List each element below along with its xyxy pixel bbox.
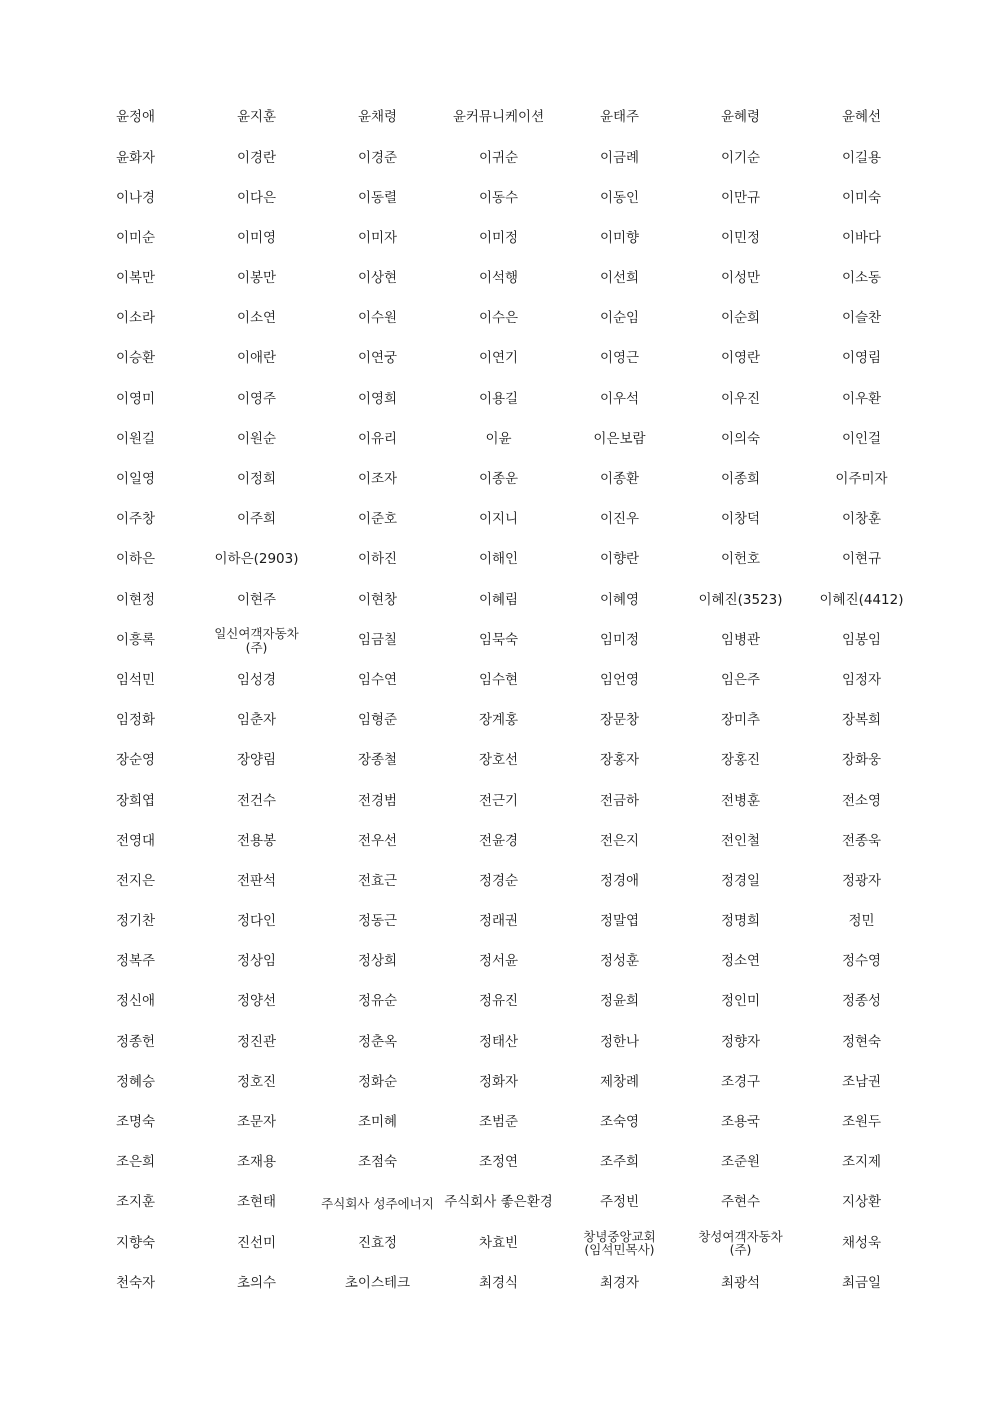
name-cell: 이순임	[599, 310, 640, 327]
name-row	[75, 339, 922, 379]
name-row	[75, 98, 922, 138]
name-cell: 이동수	[478, 189, 519, 206]
name-cell: 조정연	[478, 1154, 519, 1171]
name-cell: 이영미	[115, 390, 156, 407]
name-cell: 이주창	[115, 511, 156, 528]
name-cell: 장희엽	[115, 792, 156, 809]
name-cell: 창성여객자동차 (주)	[698, 1229, 783, 1258]
name-cell: 장미추	[720, 712, 761, 729]
name-cell: 이동렬	[357, 189, 398, 206]
name-cell: 초의수	[236, 1274, 277, 1291]
name-cell: 임정자	[841, 671, 882, 688]
name-cell: 임성경	[236, 671, 277, 688]
name-cell: 이미정	[478, 229, 519, 246]
name-cell: 이헌호	[720, 551, 761, 568]
name-cell: 주현수	[720, 1194, 761, 1211]
name-cell: 조지제	[841, 1154, 882, 1171]
name-cell: 이진우	[599, 511, 640, 528]
name-cell: 조점숙	[357, 1154, 398, 1171]
name-cell: 지향숙	[115, 1234, 156, 1251]
name-cell: 이혜영	[599, 591, 640, 608]
name-cell: 정진관	[236, 1033, 277, 1050]
name-row	[75, 420, 922, 460]
name-row	[75, 1183, 922, 1223]
name-row	[75, 379, 922, 419]
name-cell: 이종희	[720, 471, 761, 488]
name-cell: 이소라	[115, 310, 156, 327]
name-cell: 주식회사 성주에너지	[321, 1195, 434, 1211]
name-cell: 이석행	[478, 270, 519, 287]
name-cell: 조준원	[720, 1154, 761, 1171]
name-cell: 정신애	[115, 993, 156, 1010]
name-row	[75, 500, 922, 540]
name-cell: 정인미	[720, 993, 761, 1010]
name-cell: 전지은	[115, 872, 156, 889]
name-cell: 정다인	[236, 913, 277, 930]
name-cell: 임석민	[115, 671, 156, 688]
name-cell: 천숙자	[115, 1274, 156, 1291]
name-cell: 조지훈	[115, 1194, 156, 1211]
name-cell: 이경준	[357, 149, 398, 166]
name-cell: 윤혜령	[720, 109, 761, 126]
name-cell: 이수원	[357, 310, 398, 327]
name-cell: 정명희	[720, 913, 761, 930]
name-cell: 최경식	[478, 1274, 519, 1291]
name-table-body	[75, 98, 922, 1304]
name-cell: 임미정	[599, 631, 640, 648]
name-cell: 이미순	[115, 229, 156, 246]
name-row	[75, 1103, 922, 1143]
name-cell: 정성훈	[599, 953, 640, 970]
name-cell: 이우환	[841, 390, 882, 407]
name-cell: 전은지	[599, 832, 640, 849]
name-cell: 임봉임	[841, 631, 882, 648]
name-row	[75, 741, 922, 781]
name-cell: 정향자	[720, 1033, 761, 1050]
name-cell: 이창훈	[841, 511, 882, 528]
name-cell: 이미자	[357, 229, 398, 246]
name-cell: 장홍진	[720, 752, 761, 769]
name-row	[75, 178, 922, 218]
name-row	[75, 701, 922, 741]
name-cell: 이경란	[236, 149, 277, 166]
name-cell: 정화자	[478, 1073, 519, 1090]
name-cell: 이유리	[357, 430, 398, 447]
name-cell: 주식회사 좋은환경	[444, 1194, 553, 1211]
name-row	[75, 942, 922, 982]
name-cell: 정동근	[357, 913, 398, 930]
name-cell: 이종운	[478, 471, 519, 488]
name-cell: 조경구	[720, 1073, 761, 1090]
name-cell: 윤혜선	[841, 109, 882, 126]
name-cell: 조재용	[236, 1154, 277, 1171]
name-cell: 이현창	[357, 591, 398, 608]
name-cell: 이하진	[357, 551, 398, 568]
name-cell: 일신여객자동차 (주)	[214, 626, 299, 655]
name-row	[75, 620, 922, 660]
name-cell: 이조자	[357, 471, 398, 488]
name-cell: 전경범	[357, 792, 398, 809]
name-cell: 이금례	[599, 149, 640, 166]
name-cell: 이민정	[720, 229, 761, 246]
name-cell: 이만규	[720, 189, 761, 206]
name-cell: 채성욱	[841, 1234, 882, 1251]
name-row	[75, 580, 922, 620]
name-row	[75, 259, 922, 299]
name-cell: 최광석	[720, 1274, 761, 1291]
name-cell: 이영희	[357, 390, 398, 407]
name-cell: 이윤	[485, 430, 512, 447]
name-cell: 이영림	[841, 350, 882, 367]
name-row	[75, 1143, 922, 1183]
name-cell: 장순영	[115, 752, 156, 769]
name-cell: 최경자	[599, 1274, 640, 1291]
name-row	[75, 862, 922, 902]
name-cell: 전소영	[841, 792, 882, 809]
name-cell: 정화순	[357, 1073, 398, 1090]
name-row	[75, 540, 922, 580]
name-cell: 정소연	[720, 953, 761, 970]
name-cell: 임병관	[720, 631, 761, 648]
name-cell: 주정빈	[599, 1194, 640, 1211]
name-cell: 이원길	[115, 430, 156, 447]
name-cell: 이나경	[115, 189, 156, 206]
name-row	[75, 781, 922, 821]
name-cell: 이종환	[599, 471, 640, 488]
name-cell: 윤태주	[599, 109, 640, 126]
name-cell: 정종성	[841, 993, 882, 1010]
name-cell: 조범준	[478, 1114, 519, 1131]
name-cell: 임은주	[720, 671, 761, 688]
name-cell: 전효근	[357, 872, 398, 889]
name-cell: 정종헌	[115, 1033, 156, 1050]
name-cell: 조현태	[236, 1194, 277, 1211]
name-cell: 전판석	[236, 872, 277, 889]
name-cell: 이귀순	[478, 149, 519, 166]
name-cell: 이주미자	[835, 471, 888, 488]
name-cell: 창녕중앙교회 (임석민목사)	[583, 1229, 656, 1258]
name-cell: 초이스테크	[344, 1274, 411, 1291]
name-cell: 이현정	[115, 591, 156, 608]
name-cell: 장호선	[478, 752, 519, 769]
name-row	[75, 1063, 922, 1103]
name-cell: 이영근	[599, 350, 640, 367]
name-cell: 이상현	[357, 270, 398, 287]
name-row	[75, 219, 922, 259]
name-cell: 정양선	[236, 993, 277, 1010]
name-cell: 전윤경	[478, 832, 519, 849]
name-cell: 이소동	[841, 270, 882, 287]
name-cell: 임정화	[115, 712, 156, 729]
name-cell: 전금하	[599, 792, 640, 809]
name-cell: 윤지훈	[236, 109, 277, 126]
name-cell: 이선희	[599, 270, 640, 287]
name-row	[75, 460, 922, 500]
name-cell: 이하은	[115, 551, 156, 568]
name-cell: 조숙영	[599, 1114, 640, 1131]
name-cell: 이원순	[236, 430, 277, 447]
name-row	[75, 1022, 922, 1062]
name-cell: 이지니	[478, 511, 519, 528]
name-cell: 이주희	[236, 511, 277, 528]
name-cell: 이용길	[478, 390, 519, 407]
name-cell: 정유진	[478, 993, 519, 1010]
name-cell: 임춘자	[236, 712, 277, 729]
name-cell: 이연궁	[357, 350, 398, 367]
name-row	[75, 1263, 922, 1303]
name-cell: 이성만	[720, 270, 761, 287]
name-cell: 전병훈	[720, 792, 761, 809]
name-cell: 이미영	[236, 229, 277, 246]
name-cell: 이현주	[236, 591, 277, 608]
name-cell: 이의숙	[720, 430, 761, 447]
name-cell: 전인철	[720, 832, 761, 849]
name-cell: 조문자	[236, 1114, 277, 1131]
name-cell: 정래권	[478, 913, 519, 930]
name-cell: 장양림	[236, 752, 277, 769]
name-cell: 정기찬	[115, 913, 156, 930]
name-cell: 이혜림	[478, 591, 519, 608]
name-cell: 이영주	[236, 390, 277, 407]
name-cell: 조원두	[841, 1114, 882, 1131]
name-cell: 장복희	[841, 712, 882, 729]
name-cell: 장문창	[599, 712, 640, 729]
name-cell: 조용국	[720, 1114, 761, 1131]
name-cell: 정현숙	[841, 1033, 882, 1050]
name-cell: 제창례	[599, 1073, 640, 1090]
name-cell: 정태산	[478, 1033, 519, 1050]
name-cell: 차효빈	[478, 1234, 519, 1251]
name-cell: 전우선	[357, 832, 398, 849]
name-cell: 이다은	[236, 189, 277, 206]
name-cell: 이혜진(4412)	[819, 591, 904, 608]
name-cell: 이복만	[115, 270, 156, 287]
name-cell: 이순희	[720, 310, 761, 327]
name-cell: 정경애	[599, 872, 640, 889]
name-cell: 이일영	[115, 471, 156, 488]
name-cell: 이수은	[478, 310, 519, 327]
name-cell: 정상희	[357, 953, 398, 970]
name-cell: 장종철	[357, 752, 398, 769]
name-cell: 지상환	[841, 1194, 882, 1211]
name-cell: 이미숙	[841, 189, 882, 206]
name-cell: 윤채령	[357, 109, 398, 126]
name-cell: 조남권	[841, 1073, 882, 1090]
name-cell: 이동인	[599, 189, 640, 206]
name-cell: 이바다	[841, 229, 882, 246]
name-cell: 정호진	[236, 1073, 277, 1090]
name-cell: 이흥록	[115, 631, 156, 648]
name-cell: 임형준	[357, 712, 398, 729]
name-cell: 정말엽	[599, 913, 640, 930]
name-cell: 정광자	[841, 872, 882, 889]
name-cell: 정유순	[357, 993, 398, 1010]
name-cell: 윤화자	[115, 149, 156, 166]
name-cell: 정상임	[236, 953, 277, 970]
name-cell: 윤커뮤니케이션	[452, 109, 545, 126]
name-cell: 장계홍	[478, 712, 519, 729]
name-cell: 이봉만	[236, 270, 277, 287]
name-cell: 정경순	[478, 872, 519, 889]
name-cell: 정수영	[841, 953, 882, 970]
name-cell: 조명숙	[115, 1114, 156, 1131]
name-cell: 이창덕	[720, 511, 761, 528]
name-row	[75, 902, 922, 942]
name-cell: 전종욱	[841, 832, 882, 849]
name-cell: 전건수	[236, 792, 277, 809]
name-cell: 이승환	[115, 350, 156, 367]
name-cell: 정서윤	[478, 953, 519, 970]
name-cell: 이혜진(3523)	[698, 591, 783, 608]
name-cell: 조미혜	[357, 1114, 398, 1131]
name-cell: 정민	[848, 913, 875, 930]
name-row	[75, 299, 922, 339]
name-cell: 이기순	[720, 149, 761, 166]
name-cell: 이현규	[841, 551, 882, 568]
name-cell: 이애란	[236, 350, 277, 367]
name-cell: 조주희	[599, 1154, 640, 1171]
name-cell: 이미향	[599, 229, 640, 246]
name-cell: 최금일	[841, 1274, 882, 1291]
name-cell: 이우석	[599, 390, 640, 407]
name-cell: 이향란	[599, 551, 640, 568]
name-cell: 전영대	[115, 832, 156, 849]
name-cell: 이길용	[841, 149, 882, 166]
name-row	[75, 982, 922, 1022]
name-cell: 전용봉	[236, 832, 277, 849]
name-cell: 임묵숙	[478, 631, 519, 648]
name-cell: 이정희	[236, 471, 277, 488]
name-cell: 이우진	[720, 390, 761, 407]
name-cell: 이은보람	[593, 430, 646, 447]
name-cell: 임언영	[599, 671, 640, 688]
name-cell: 장홍자	[599, 752, 640, 769]
name-cell: 임수연	[357, 671, 398, 688]
name-cell: 정춘옥	[357, 1033, 398, 1050]
name-cell: 윤정애	[115, 109, 156, 126]
name-row	[75, 138, 922, 178]
name-cell: 정한나	[599, 1033, 640, 1050]
name-cell: 이인걸	[841, 430, 882, 447]
name-cell: 임금칠	[357, 631, 398, 648]
name-cell: 이준호	[357, 511, 398, 528]
name-row	[75, 821, 922, 861]
name-cell: 임수현	[478, 671, 519, 688]
name-cell: 정윤희	[599, 993, 640, 1010]
name-cell: 이해인	[478, 551, 519, 568]
name-cell: 정경일	[720, 872, 761, 889]
name-cell: 이소연	[236, 310, 277, 327]
name-cell: 이슬찬	[841, 310, 882, 327]
name-row	[75, 661, 922, 701]
name-cell: 진효정	[357, 1234, 398, 1251]
name-cell: 장화웅	[841, 752, 882, 769]
name-cell: 조은희	[115, 1154, 156, 1171]
name-cell: 전근기	[478, 792, 519, 809]
name-cell: 이영란	[720, 350, 761, 367]
name-row	[75, 1223, 922, 1263]
name-cell: 진선미	[236, 1234, 277, 1251]
donor-name-table	[75, 98, 922, 1304]
name-cell: 정복주	[115, 953, 156, 970]
name-cell: 이연기	[478, 350, 519, 367]
name-cell: 이하은(2903)	[214, 551, 299, 568]
name-cell: 정혜승	[115, 1073, 156, 1090]
